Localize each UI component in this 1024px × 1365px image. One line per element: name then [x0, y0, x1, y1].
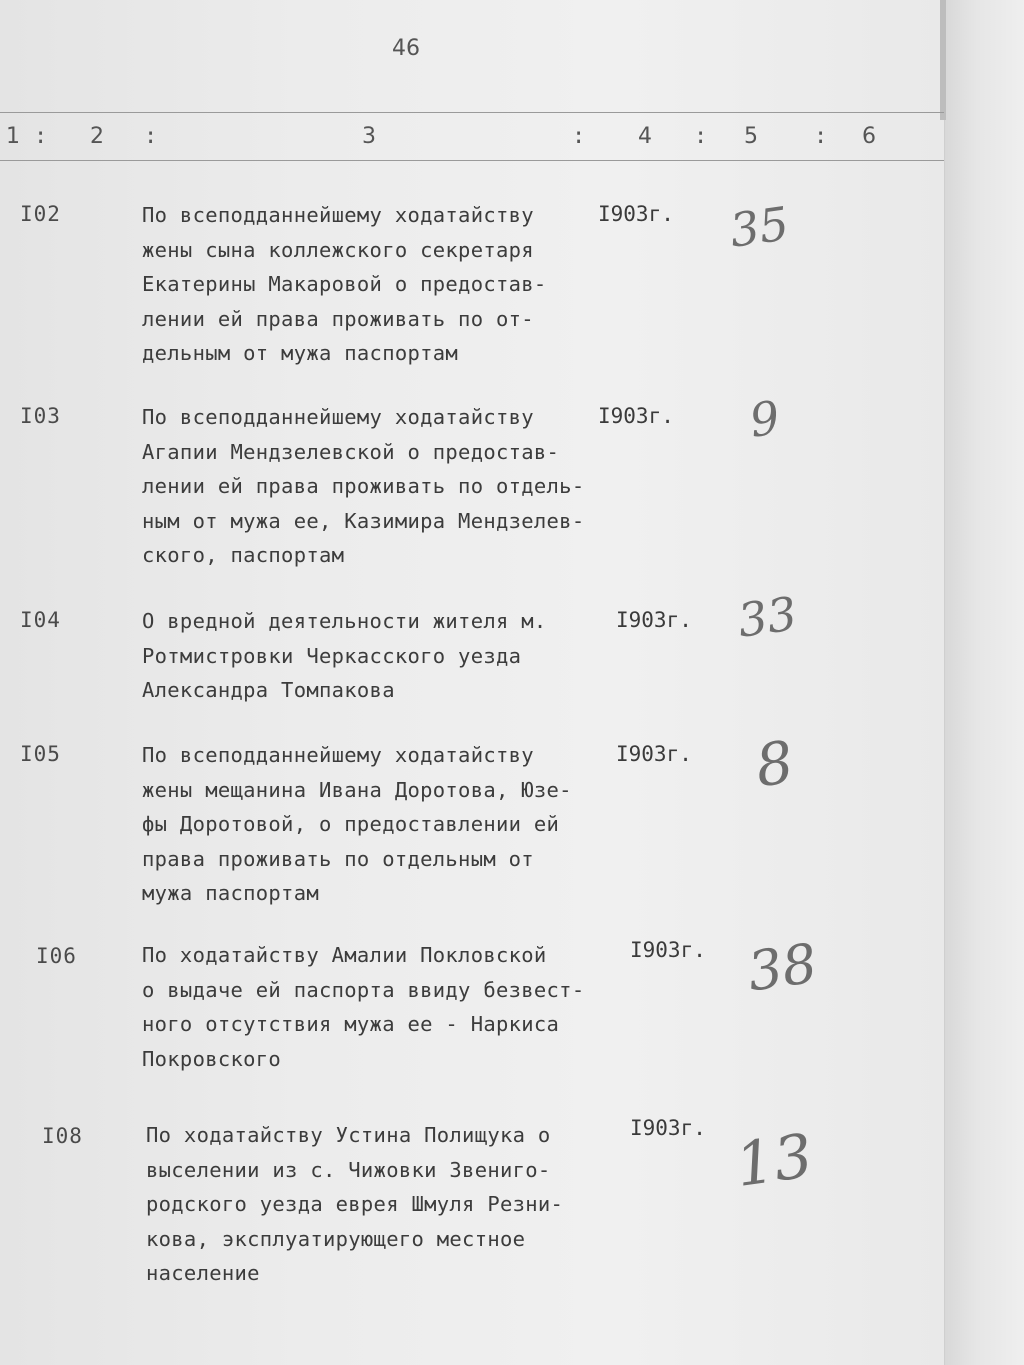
column-separator: :	[144, 124, 158, 149]
column-header-3: 3	[362, 124, 376, 149]
entry-number: I02	[20, 202, 61, 226]
entry-sheet-count: 35	[726, 196, 793, 258]
header-bottom-rule	[0, 160, 944, 161]
entry-description: По ходатайству Амалии Покловской о выдаче ей паспорта ввиду безвест- ного отсутствия мужа ее - Наркиса Покровского	[142, 943, 585, 1071]
column-separator: :	[34, 124, 48, 149]
page-number: 46	[392, 36, 420, 61]
entry-sheet-count: 38	[743, 931, 821, 1004]
column-separator: :	[694, 124, 708, 149]
underlying-sheet-edge	[944, 0, 1024, 1365]
entry-number: I08	[42, 1124, 83, 1148]
sheet-shadow	[940, 0, 946, 120]
column-header-1: 1	[6, 124, 20, 149]
column-header-5: 5	[744, 124, 758, 149]
entry-description: По всеподданнейшему ходатайству жены мещанина Ивана Доротова, Юзе- фы Доротовой, о предоставлении ей права проживать по отдельным от мужа паспортам	[142, 743, 572, 905]
column-header-6: 6	[862, 124, 876, 149]
column-header-2: 2	[90, 124, 104, 149]
entry-description: По ходатайству Устина Полищука о выселении из с. Чижовки Звениго- родского уезда еврея Шмуля Резни- кова, эксплуатирующего местное население	[146, 1123, 564, 1285]
entry-number: I04	[20, 608, 61, 632]
entry-sheet-count: 9	[746, 390, 783, 448]
header-top-rule	[0, 112, 944, 113]
entry-sheet-count: 13	[731, 1121, 817, 1201]
entry-year: I903г.	[616, 608, 692, 632]
entry-year: I903г.	[616, 742, 692, 766]
entry-year: I903г.	[630, 1116, 706, 1140]
entry-description: О вредной деятельности жителя м. Ротмистровки Черкасского уезда Александра Томпакова	[142, 609, 547, 702]
entry-year: I903г.	[598, 202, 674, 226]
entry-sheet-count: 33	[734, 586, 801, 648]
column-separator: :	[814, 124, 828, 149]
entry-description: По всеподданнейшему ходатайству жены сына коллежского секретаря Екатерины Макаровой о предостав- лении ей права проживать по от- дельным от мужа паспортам	[142, 203, 547, 365]
entry-year: I903г.	[598, 404, 674, 428]
column-header-4: 4	[638, 124, 652, 149]
entry-number: I06	[36, 944, 77, 968]
column-separator: :	[572, 124, 586, 149]
entry-number: I03	[20, 404, 61, 428]
entry-number: I05	[20, 742, 61, 766]
entry-description: По всеподданнейшему ходатайству Агапии Мендзелевской о предостав- лении ей права проживать по отдель- ным от мужа ее, Казимира Мендзелев- ского, паспортам	[142, 405, 585, 567]
entry-year: I903г.	[630, 938, 706, 962]
entry-sheet-count: 8	[751, 727, 798, 801]
